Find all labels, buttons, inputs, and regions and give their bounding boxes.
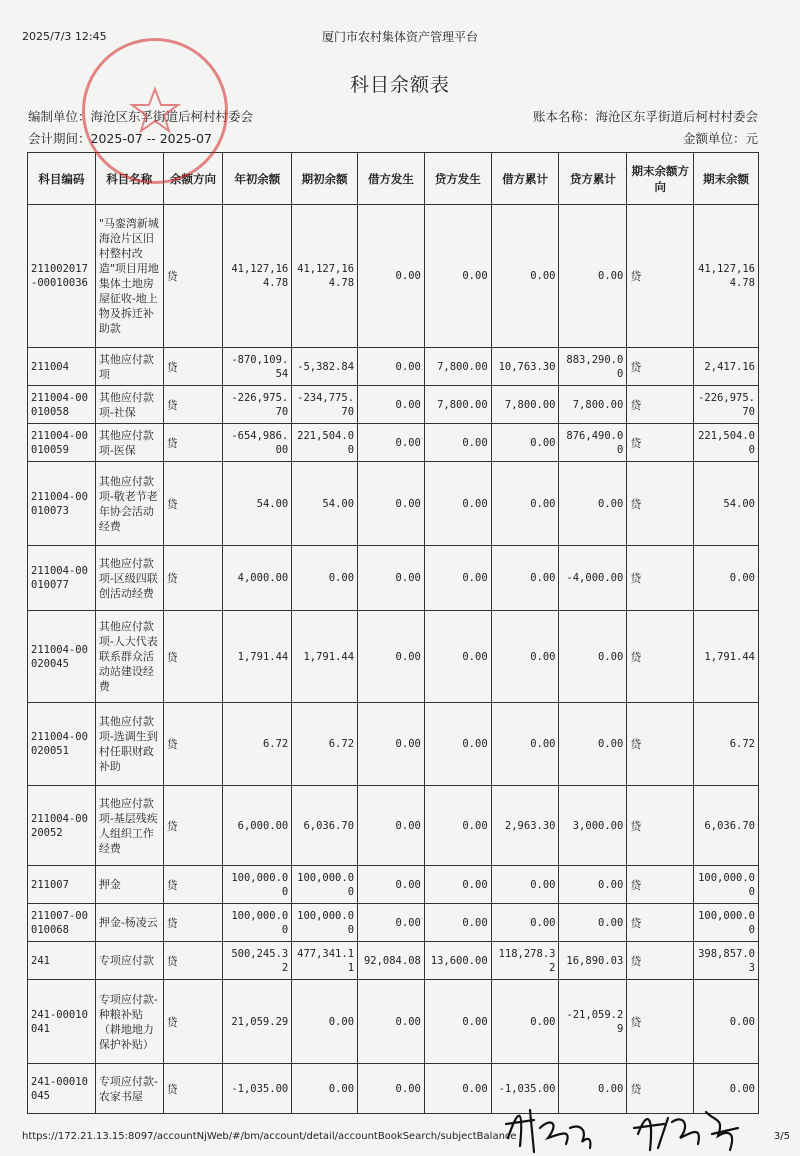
period-opening-balance-cell: 0.00: [292, 980, 358, 1064]
balance-direction-cell: 贷: [163, 424, 223, 462]
account-name-cell: 其他应付款项-医保: [95, 424, 163, 462]
currency-line: [533, 128, 758, 150]
period-opening-balance-cell: -5,382.84: [292, 348, 358, 386]
account-name-cell: 专项应付款-农家书屋: [95, 1064, 163, 1114]
credit-cumulative-cell: 876,490.00: [559, 424, 627, 462]
period-opening-balance-cell: 6,036.70: [292, 786, 358, 866]
balance-direction-cell: 贷: [163, 980, 223, 1064]
account-name-cell: 其他应付款项-社保: [95, 386, 163, 424]
account-name-cell: 其他应付款项-人大代表联系群众活动站建设经费: [95, 611, 163, 703]
account-code-cell: 211007-00010068: [28, 904, 96, 942]
balance-direction-cell: 贷: [163, 348, 223, 386]
unit-label: 编制单位：: [28, 109, 91, 124]
period-opening-balance-cell: 41,127,164.78: [292, 205, 358, 348]
ending-direction-cell: 贷: [627, 786, 694, 866]
ending-direction-cell: 贷: [627, 611, 694, 703]
signature-mark: [500, 1098, 595, 1156]
account-code-cell: 241: [28, 942, 96, 980]
credit-amount-cell: 7,800.00: [424, 348, 491, 386]
table-row: [28, 611, 759, 703]
credit-amount-cell: 0.00: [424, 866, 491, 904]
book-label: 账本名称：: [532, 109, 596, 124]
debit-cumulative-cell: 0.00: [491, 866, 559, 904]
credit-amount-cell: 0.00: [424, 205, 491, 348]
account-code-cell: 241-00010041: [28, 980, 96, 1064]
account-code-cell: 211004-00020051: [28, 703, 96, 786]
ending-balance-cell: 2,417.16: [694, 348, 759, 386]
account-name-cell: 专项应付款-种粮补贴（耕地地力保护补贴）: [95, 980, 163, 1064]
table-row: [28, 462, 759, 546]
ending-direction-cell: 贷: [627, 205, 694, 348]
debit-amount-cell: 0.00: [358, 424, 425, 462]
book-line: [533, 106, 758, 128]
col-header: 借方累计: [491, 153, 559, 205]
seal-star-icon: [85, 41, 225, 181]
footer-url: https://172.21.13.15:8097/accountNjWeb/#/bm/account/detail/accountBookSearch/subjectBalance: [22, 1131, 517, 1142]
ending-direction-cell: 贷: [627, 386, 694, 424]
balance-direction-cell: 贷: [163, 866, 223, 904]
balance-direction-cell: 贷: [163, 703, 223, 786]
signature-mark: [628, 1098, 743, 1156]
account-code-cell: 211002017-00010036: [28, 205, 96, 348]
account-code-cell: 211004-00010077: [28, 546, 96, 611]
year-opening-balance-cell: 21,059.29: [223, 980, 292, 1064]
ending-direction-cell: 贷: [627, 866, 694, 904]
year-opening-balance-cell: -654,986.00: [223, 424, 292, 462]
period-opening-balance-cell: 221,504.00: [292, 424, 358, 462]
credit-cumulative-cell: 0.00: [559, 866, 627, 904]
book-value: 海沧区东孚街道后柯村村委会: [595, 109, 758, 124]
ending-direction-cell: 贷: [627, 462, 694, 546]
col-header: 期初余额: [292, 153, 358, 205]
credit-amount-cell: 0.00: [424, 786, 491, 866]
account-code-cell: 241-00010045: [28, 1064, 96, 1114]
ending-balance-cell: 0.00: [694, 1064, 759, 1114]
credit-amount-cell: 0.00: [424, 1064, 491, 1114]
account-code-cell: 211007: [28, 866, 96, 904]
balance-direction-cell: 贷: [163, 462, 223, 546]
year-opening-balance-cell: 1,791.44: [223, 611, 292, 703]
debit-amount-cell: 0.00: [358, 205, 425, 348]
period-value: 2025-07 -- 2025-07: [90, 131, 212, 146]
balance-direction-cell: 贷: [163, 1064, 223, 1114]
debit-amount-cell: 0.00: [358, 611, 425, 703]
credit-cumulative-cell: 3,000.00: [559, 786, 627, 866]
year-opening-balance-cell: 6.72: [223, 703, 292, 786]
debit-cumulative-cell: 7,800.00: [491, 386, 559, 424]
ending-balance-cell: 100,000.00: [694, 866, 759, 904]
ending-direction-cell: 贷: [627, 424, 694, 462]
ending-balance-cell: 100,000.00: [694, 904, 759, 942]
ending-balance-cell: 221,504.00: [694, 424, 759, 462]
credit-amount-cell: 0.00: [424, 904, 491, 942]
balance-direction-cell: 贷: [163, 942, 223, 980]
debit-amount-cell: 0.00: [358, 462, 425, 546]
debit-amount-cell: 92,084.08: [358, 942, 425, 980]
balance-direction-cell: 贷: [163, 546, 223, 611]
year-opening-balance-cell: 54.00: [223, 462, 292, 546]
platform-name: 厦门市农村集体资产管理平台: [321, 30, 478, 44]
credit-cumulative-cell: -21,059.29: [559, 980, 627, 1064]
account-name-cell: "马銮湾新城海沧片区旧村整村改造"项目用地集体土地房屋征收-地上物及拆迁补助款: [95, 205, 163, 348]
table-row: [28, 424, 759, 462]
credit-cumulative-cell: 883,290.00: [559, 348, 627, 386]
ending-balance-cell: 0.00: [694, 546, 759, 611]
year-opening-balance-cell: 41,127,164.78: [223, 205, 292, 348]
debit-cumulative-cell: 0.00: [491, 980, 559, 1064]
debit-amount-cell: 0.00: [358, 904, 425, 942]
print-datetime: 2025/7/3 12:45: [22, 30, 107, 43]
account-code-cell: 211004: [28, 348, 96, 386]
credit-cumulative-cell: 0.00: [559, 904, 627, 942]
col-header: 贷方发生: [424, 153, 491, 205]
debit-amount-cell: 0.00: [358, 1064, 425, 1114]
credit-cumulative-cell: 16,890.03: [559, 942, 627, 980]
debit-cumulative-cell: 0.00: [491, 424, 559, 462]
year-opening-balance-cell: 100,000.00: [223, 866, 292, 904]
credit-amount-cell: 0.00: [424, 424, 491, 462]
period-opening-balance-cell: 1,791.44: [292, 611, 358, 703]
credit-cumulative-cell: -4,000.00: [559, 546, 627, 611]
credit-amount-cell: 13,600.00: [424, 942, 491, 980]
ending-balance-cell: 41,127,164.78: [694, 205, 759, 348]
period-opening-balance-cell: 0.00: [292, 1064, 358, 1114]
balance-table: [27, 152, 759, 1114]
period-opening-balance-cell: 100,000.00: [292, 866, 358, 904]
account-name-cell: 其他应付款项-基层残疾人组织工作经费: [95, 786, 163, 866]
ending-balance-cell: 398,857.03: [694, 942, 759, 980]
debit-cumulative-cell: 118,278.32: [491, 942, 559, 980]
credit-amount-cell: 7,800.00: [424, 386, 491, 424]
account-name-cell: 押金: [95, 866, 163, 904]
ending-balance-cell: 1,791.44: [694, 611, 759, 703]
year-opening-balance-cell: -870,109.54: [223, 348, 292, 386]
year-opening-balance-cell: -226,975.70: [223, 386, 292, 424]
col-header: 年初余额: [223, 153, 292, 205]
table-row: [28, 980, 759, 1064]
debit-amount-cell: 0.00: [358, 546, 425, 611]
debit-amount-cell: 0.00: [358, 786, 425, 866]
debit-cumulative-cell: 0.00: [491, 462, 559, 546]
debit-amount-cell: 0.00: [358, 703, 425, 786]
currency-value: 元: [745, 131, 758, 146]
ending-direction-cell: 贷: [627, 942, 694, 980]
debit-cumulative-cell: 0.00: [491, 703, 559, 786]
table-row: [28, 904, 759, 942]
currency-label: 金额单位：: [682, 131, 746, 146]
debit-cumulative-cell: 0.00: [491, 904, 559, 942]
account-name-cell: 其他应付款项-区级四联创活动经费: [95, 546, 163, 611]
credit-cumulative-cell: 7,800.00: [559, 386, 627, 424]
period-opening-balance-cell: 0.00: [292, 546, 358, 611]
credit-amount-cell: 0.00: [424, 980, 491, 1064]
account-name-cell: 其他应付款项: [95, 348, 163, 386]
col-header: 科目编码: [28, 153, 96, 205]
account-code-cell: 211004-0020052: [28, 786, 96, 866]
unit-value: 海沧区东孚街道后柯村村委会: [90, 109, 254, 124]
debit-cumulative-cell: 10,763.30: [491, 348, 559, 386]
ending-balance-cell: 0.00: [694, 980, 759, 1064]
ending-balance-cell: 6,036.70: [694, 786, 759, 866]
col-header: 期末余额方向: [627, 153, 694, 205]
ending-direction-cell: 贷: [627, 904, 694, 942]
debit-amount-cell: 0.00: [358, 386, 425, 424]
balance-direction-cell: 贷: [163, 386, 223, 424]
table-row: [28, 386, 759, 424]
credit-cumulative-cell: 0.00: [559, 1064, 627, 1114]
col-header: 科目名称: [95, 153, 163, 205]
account-name-cell: 专项应付款: [95, 942, 163, 980]
balance-direction-cell: 贷: [163, 611, 223, 703]
table-row: [28, 348, 759, 386]
year-opening-balance-cell: 500,245.32: [223, 942, 292, 980]
table-row: [28, 942, 759, 980]
col-header: 贷方累计: [559, 153, 627, 205]
table-row: [28, 546, 759, 611]
credit-amount-cell: 0.00: [424, 611, 491, 703]
debit-cumulative-cell: 0.00: [491, 205, 559, 348]
credit-cumulative-cell: 0.00: [559, 205, 627, 348]
credit-cumulative-cell: 0.00: [559, 462, 627, 546]
account-code-cell: 211004-00010059: [28, 424, 96, 462]
meta-right: [533, 106, 758, 150]
account-code-cell: 211004-00010058: [28, 386, 96, 424]
period-opening-balance-cell: -234,775.70: [292, 386, 358, 424]
balance-direction-cell: 贷: [163, 205, 223, 348]
col-header: 余额方向: [163, 153, 223, 205]
table-row: [28, 703, 759, 786]
table-row: [28, 866, 759, 904]
account-name-cell: 其他应付款项-敬老节老年协会活动经费: [95, 462, 163, 546]
debit-cumulative-cell: 2,963.30: [491, 786, 559, 866]
period-opening-balance-cell: 100,000.00: [292, 904, 358, 942]
col-header: 借方发生: [358, 153, 425, 205]
year-opening-balance-cell: 100,000.00: [223, 904, 292, 942]
account-name-cell: 其他应付款项-选调生到村任职财政补助: [95, 703, 163, 786]
debit-amount-cell: 0.00: [358, 980, 425, 1064]
ending-direction-cell: 贷: [627, 1064, 694, 1114]
ending-direction-cell: 贷: [627, 703, 694, 786]
ending-balance-cell: 6.72: [694, 703, 759, 786]
page-number: 3/5: [773, 1131, 790, 1142]
account-code-cell: 211004-00010073: [28, 462, 96, 546]
ending-balance-cell: -226,975.70: [694, 386, 759, 424]
debit-cumulative-cell: 0.00: [491, 546, 559, 611]
period-opening-balance-cell: 6.72: [292, 703, 358, 786]
year-opening-balance-cell: -1,035.00: [223, 1064, 292, 1114]
credit-amount-cell: 0.00: [424, 462, 491, 546]
year-opening-balance-cell: 4,000.00: [223, 546, 292, 611]
balance-direction-cell: 贷: [163, 786, 223, 866]
balance-direction-cell: 贷: [163, 904, 223, 942]
period-label: 会计期间：: [28, 131, 91, 146]
account-name-cell: 押金-杨凌云: [95, 904, 163, 942]
table-body: [28, 205, 759, 1114]
debit-cumulative-cell: -1,035.00: [491, 1064, 559, 1114]
account-code-cell: 211004-00020045: [28, 611, 96, 703]
period-opening-balance-cell: 54.00: [292, 462, 358, 546]
report-title: 科目余额表: [349, 74, 450, 96]
official-seal: [82, 38, 228, 184]
debit-cumulative-cell: 0.00: [491, 611, 559, 703]
ending-direction-cell: 贷: [627, 980, 694, 1064]
period-opening-balance-cell: 477,341.11: [292, 942, 358, 980]
table-row: [28, 786, 759, 866]
debit-amount-cell: 0.00: [358, 348, 425, 386]
credit-cumulative-cell: 0.00: [559, 611, 627, 703]
col-header: 期末余额: [694, 153, 759, 205]
credit-amount-cell: 0.00: [424, 546, 491, 611]
debit-amount-cell: 0.00: [358, 866, 425, 904]
ending-balance-cell: 54.00: [694, 462, 759, 546]
ending-direction-cell: 贷: [627, 546, 694, 611]
credit-cumulative-cell: 0.00: [559, 703, 627, 786]
credit-amount-cell: 0.00: [424, 703, 491, 786]
year-opening-balance-cell: 6,000.00: [223, 786, 292, 866]
table-row: [28, 205, 759, 348]
ending-direction-cell: 贷: [627, 348, 694, 386]
